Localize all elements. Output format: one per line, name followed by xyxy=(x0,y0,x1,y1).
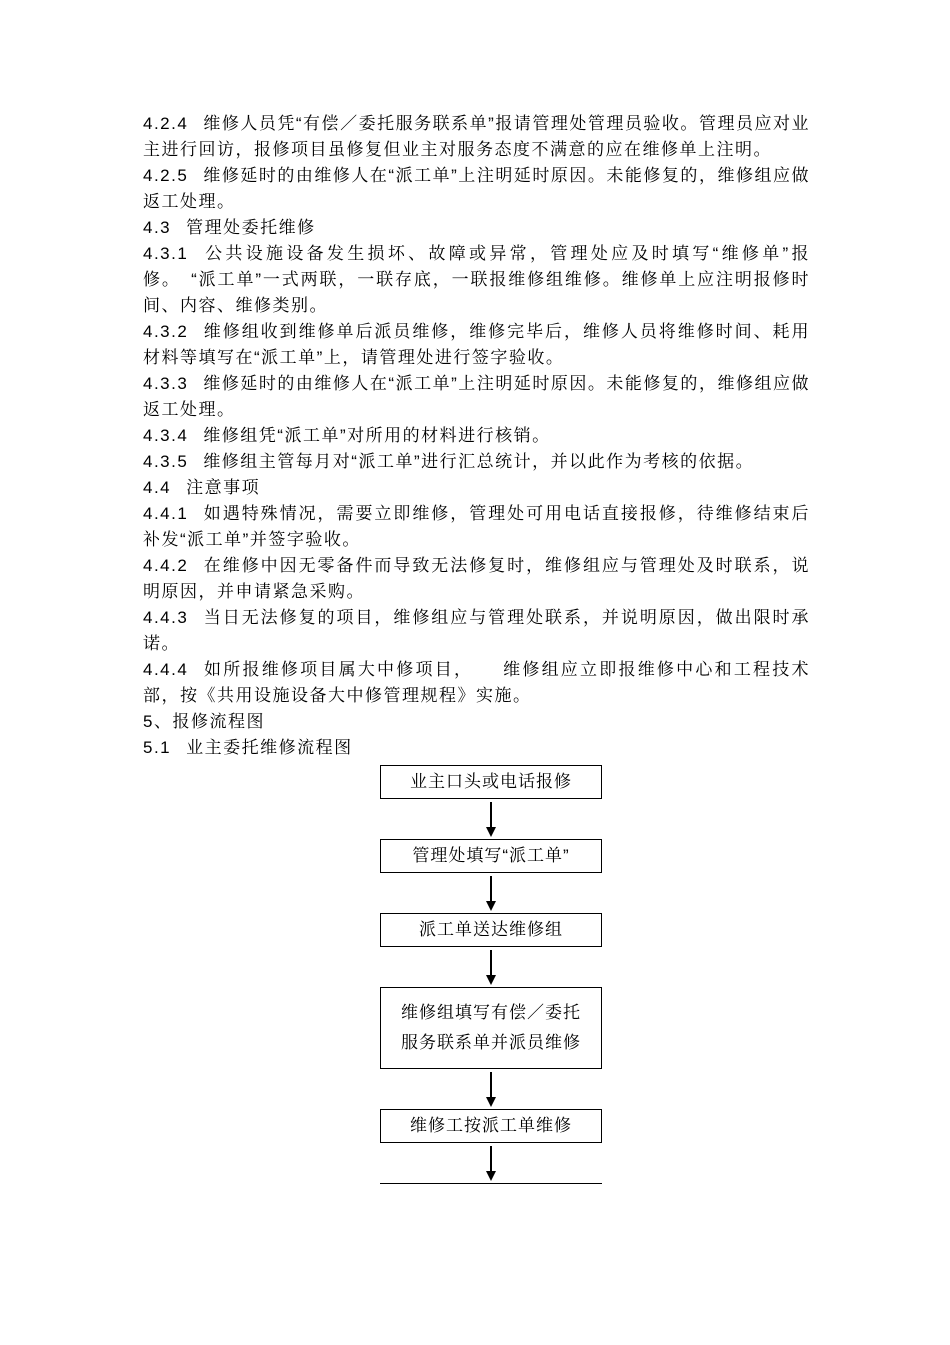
down-arrow-icon xyxy=(486,799,496,839)
paragraph xyxy=(143,371,810,423)
paragraph-text: 公共设施设备发生损坏、故障或异常，管理处应及时填写“维修单”报修。 “派工单”一式两联，一联存底，一联报维修组维修。维修单上应注明报修时间、内容、维修类别。 xyxy=(143,244,810,315)
flowchart-node xyxy=(380,913,602,947)
down-arrow-icon xyxy=(486,1143,496,1183)
paragraph xyxy=(143,501,810,553)
down-arrow-icon xyxy=(486,947,496,987)
flowchart-node-label: 维修工按派工单维修 xyxy=(410,1116,572,1135)
flowchart-node xyxy=(380,1109,602,1143)
paragraph-text: 在维修中因无零备件而导致无法修复时，维修组应与管理处及时联系，说明原因，并申请紧急采购。 xyxy=(143,556,810,601)
paragraph-text: 业主委托维修流程图 xyxy=(186,738,353,757)
paragraph-text: 如遇特殊情况，需要立即维修，管理处可用电话直接报修，待维修结束后补发“派工单”并签字验收。 xyxy=(143,504,810,549)
paragraph-text: 维修延时的由维修人在“派工单”上注明延时原因。未能修复的，维修组应做返工处理。 xyxy=(143,374,810,419)
flowchart-node-label: 派工单送达维修组 xyxy=(419,920,563,939)
flowchart-node-label: 管理处填写“派工单” xyxy=(412,846,570,865)
paragraph xyxy=(143,605,810,657)
paragraph xyxy=(143,111,810,163)
flowchart-node xyxy=(380,987,602,1069)
paragraph xyxy=(143,657,810,709)
paragraph-number: 4.3.3 xyxy=(143,374,189,393)
paragraph-number: 4.4.2 xyxy=(143,556,189,575)
flowchart-node-label: 服务联系单并派员维修 xyxy=(401,1033,581,1052)
paragraph-number: 4.4.1 xyxy=(143,504,189,523)
paragraph-text: 维修人员凭“有偿／委托服务联系单”报请管理处管理员验收。管理员应对业主进行回访，报修项目虽修复但业主对服务态度不满意的应在维修单上注明。 xyxy=(143,114,810,159)
flowchart-node-partial xyxy=(380,1183,602,1184)
paragraph-text: 如所报维修项目属大中修项目， 维修组应立即报维修中心和工程技术部，按《共用设施设备大中修管理规程》实施。 xyxy=(143,660,810,705)
paragraph xyxy=(143,241,810,319)
section-heading xyxy=(143,709,810,735)
flowchart-node-label: 维修组填写有偿／委托 xyxy=(401,1003,581,1022)
paragraph-text: 当日无法修复的项目，维修组应与管理处联系，并说明原因，做出限时承诺。 xyxy=(143,608,810,653)
flowchart-node-label: 业主口头或电话报修 xyxy=(410,772,572,791)
section-heading xyxy=(143,735,810,761)
paragraph-text: 5、报修流程图 xyxy=(143,712,265,731)
paragraph xyxy=(143,423,810,449)
paragraph-text: 维修延时的由维修人在“派工单”上注明延时原因。未能修复的，维修组应做返工处理。 xyxy=(143,166,810,211)
flowchart-node xyxy=(380,839,602,873)
paragraph xyxy=(143,163,810,215)
paragraph-number: 4.3.4 xyxy=(143,426,189,445)
down-arrow-icon xyxy=(486,1069,496,1109)
paragraph-number: 5.1 xyxy=(143,738,172,757)
paragraph-number: 4.4.4 xyxy=(143,660,189,679)
paragraph-text: 维修组凭“派工单”对所用的材料进行核销。 xyxy=(203,426,551,445)
paragraph-number: 4.3.5 xyxy=(143,452,189,471)
repair-flowchart xyxy=(380,765,602,1184)
paragraph xyxy=(143,553,810,605)
paragraph-text: 维修组收到维修单后派员维修，维修完毕后，维修人员将维修时间、耗用材料等填写在“派工单”上，请管理处进行签字验收。 xyxy=(143,322,810,367)
paragraph-number: 4.3 xyxy=(143,218,172,237)
down-arrow-icon xyxy=(486,873,496,913)
paragraph-number: 4.3.1 xyxy=(143,244,189,263)
paragraph-number: 4.4 xyxy=(143,478,172,497)
paragraph-text: 管理处委托维修 xyxy=(186,218,316,237)
paragraph xyxy=(143,449,810,475)
paragraph xyxy=(143,215,810,241)
paragraph xyxy=(143,475,810,501)
paragraph-text: 维修组主管每月对“派工单”进行汇总统计，并以此作为考核的依据。 xyxy=(203,452,755,471)
paragraph xyxy=(143,319,810,371)
paragraph-number: 4.4.3 xyxy=(143,608,189,627)
paragraph-number: 4.2.4 xyxy=(143,114,189,133)
paragraph-number: 4.2.5 xyxy=(143,166,189,185)
paragraph-text: 注意事项 xyxy=(186,478,261,497)
paragraph-number: 4.3.2 xyxy=(143,322,189,341)
flowchart-node xyxy=(380,765,602,799)
